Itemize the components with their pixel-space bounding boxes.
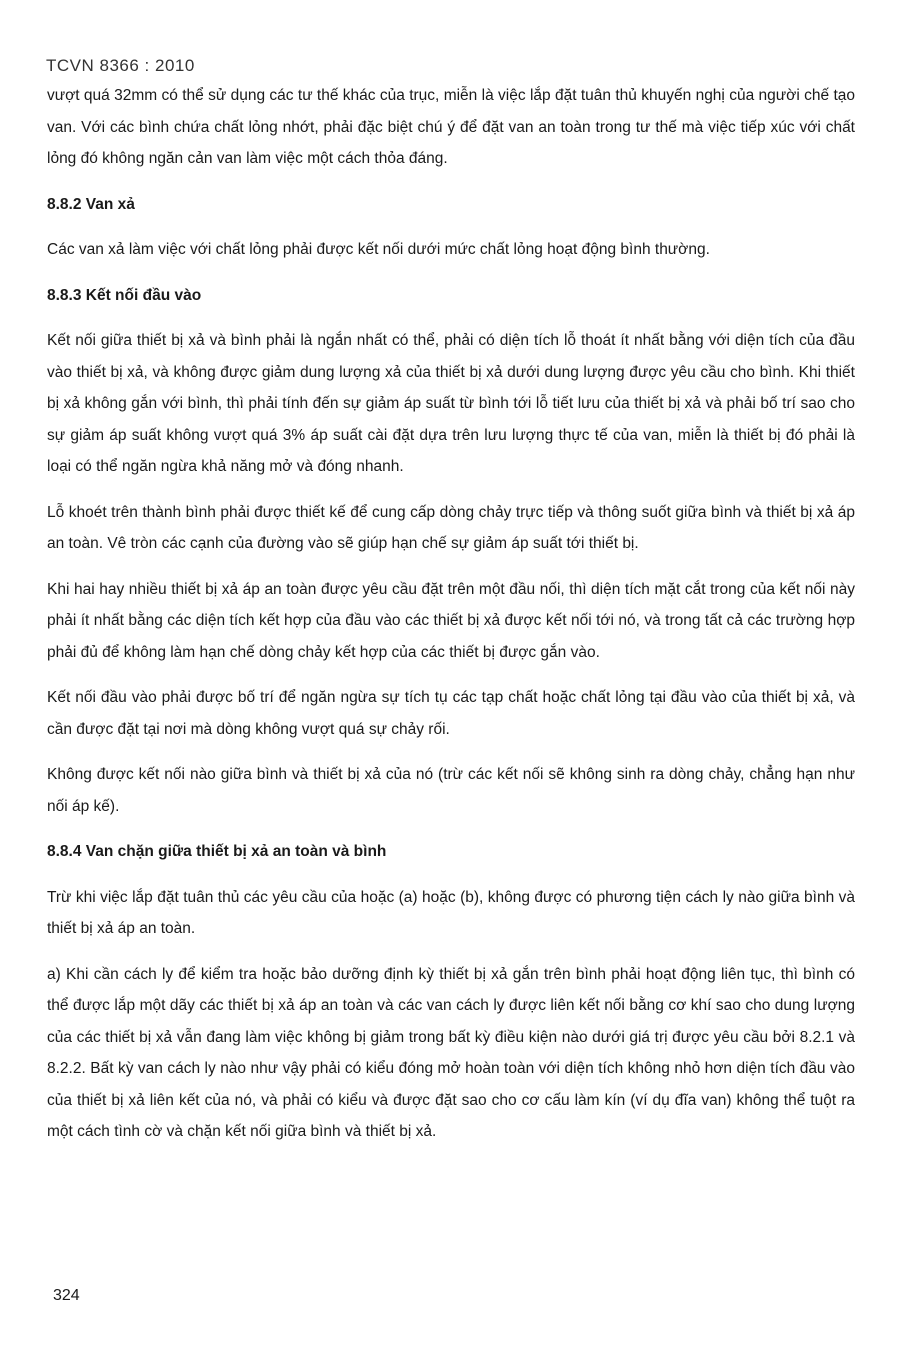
paragraph-inlet-connection: Kết nối giữa thiết bị xả và bình phải là ngắn nhất có thể, phải có diện tích lỗ thoát ít nhất bằng với diện tích của đầu vào thiết bị xả, và không được giảm dung lượng xả của thiết bị xả dưới dung lượng được yêu cầu cho bình. Khi thiết bị xả không gắn với bình, thì phải tính đến sự giảm áp suất từ bình tới lỗ tiết lưu của thiết bị xả và phải bố trí sao cho sự giảm áp suất không vượt quá 3% áp suất cài đặt dựa trên lưu lượng thực tế của van, miễn là thiết bị đó phải là loại có thể ngăn ngừa khả năng mở và đóng nhanh.	[47, 332, 855, 475]
section-heading-8-8-3: 8.8.3 Kết nối đầu vào	[47, 286, 202, 304]
paragraph-no-connection: Không được kết nối nào giữa bình và thiết bị xả của nó (trừ các kết nối sẽ không sinh ra dòng chảy, chẳng hạn như nối áp kế).	[47, 766, 855, 815]
continued-paragraph: vượt quá 32mm có thể sử dụng các tư thế khác của trục, miễn là việc lắp đặt tuân thủ khuyến nghị của người chế tạo van. Với các bình chứa chất lỏng nhớt, phải đặc biệt chú ý để đặt van an toàn trong tư thế mà việc tiếp xúc với chất lỏng đó không ngăn cản van làm việc một cách thỏa đáng.	[47, 87, 855, 167]
paragraph-inlet-arrangement: Kết nối đầu vào phải được bố trí để ngăn ngừa sự tích tụ các tạp chất hoặc chất lỏng tại đầu vào của thiết bị xả, và cần được đặt tại nơi mà dòng không vượt quá sự chảy rối.	[47, 689, 855, 738]
paragraph-isolation: Trừ khi việc lắp đặt tuân thủ các yêu cầu của hoặc (a) hoặc (b), không được có phương tiện cách ly nào giữa bình và thiết bị xả áp an toàn.	[47, 888, 855, 937]
page-number: 324	[53, 1287, 80, 1304]
paragraph-multiple-devices: Khi hai hay nhiều thiết bị xả áp an toàn được yêu cầu đặt trên một đầu nối, thì diện tích mặt cắt trong của kết nối này phải ít nhất bằng các diện tích kết hợp của đầu vào các thiết bị xả được kết nối tới nó, và trong tất cả các trường hợp phải đủ để không làm hạn chế dòng chảy kết hợp của các thiết bị được gắn vào.	[47, 580, 855, 661]
section-heading-8-8-4: 8.8.4 Van chặn giữa thiết bị xả an toàn và bình	[47, 843, 387, 860]
paragraph-vessel-opening: Lỗ khoét trên thành bình phải được thiết kế để cung cấp dòng chảy trực tiếp và thông suốt giữa bình và thiết bị xả áp an toàn. Vê tròn các cạnh của đường vào sẽ giúp hạn chế sự giảm áp suất tới thiết bị.	[47, 503, 855, 552]
paragraph-drain-valve: Các van xả làm việc với chất lỏng phải được kết nối dưới mức chất lỏng hoạt động bình thường.	[47, 241, 710, 258]
section-heading-8-8-2: 8.8.2 Van xả	[47, 195, 135, 213]
list-item-a: a) Khi cần cách ly để kiểm tra hoặc bảo dưỡng định kỳ thiết bị xả gắn trên bình phải hoạt động liên tục, thì bình có thể được lắp một dãy các thiết bị xả áp an toàn và các van cách ly được liên kết nối bằng cơ khí sao cho dung lượng của các thiết bị xả vẫn đang làm việc không bị giảm trong bất kỳ điều kiện nào dưới giá trị được yêu cầu bởi 8.2.1 và 8.2.2. Bất kỳ van cách ly nào như vậy phải có kiểu đóng mở hoàn toàn với diện tích không nhỏ hơn diện tích đầu vào của thiết bị xả liên kết của nó, và phải có kiểu và được đặt sao cho cơ cấu làm kín (ví dụ đĩa van) không thể tuột ra một cách tình cờ và chặn kết nối giữa bình và thiết bị xả.	[47, 965, 855, 1140]
document-body	[47, 80, 855, 1162]
standard-header: TCVN 8366 : 2010	[46, 56, 195, 75]
